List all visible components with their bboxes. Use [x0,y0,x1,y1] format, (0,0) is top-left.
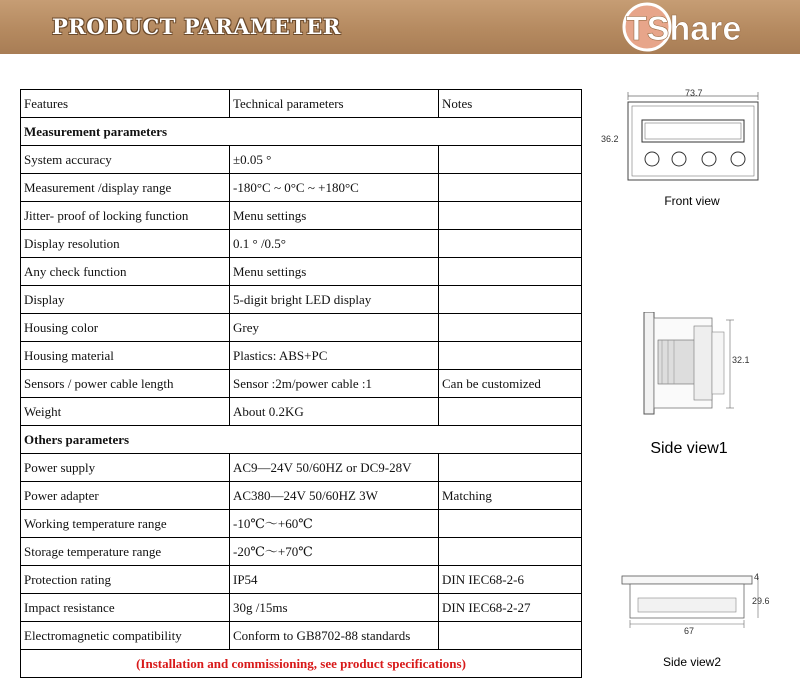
table-row [21,202,582,230]
cell-feature: Electromagnetic compatibility [21,622,230,650]
cell-feature: Weight [21,398,230,426]
cell-note [439,454,582,482]
cell-param: AC380—24V 50/60HZ 3W [230,482,439,510]
cell-feature: Impact resistance [21,594,230,622]
side-view-1-caption: Side view1 [650,440,728,457]
cell-param: Grey [230,314,439,342]
cell-param: 0.1 ° /0.5° [230,230,439,258]
cell-note [439,398,582,426]
cell-feature: System accuracy [21,146,230,174]
cell-feature: Storage temperature range [21,538,230,566]
cell-note [439,230,582,258]
tshare-logo [612,0,764,54]
front-view-height-label: 36.2 [601,134,619,144]
cell-param: AC9—24V 50/60HZ or DC9-28V [230,454,439,482]
cell-note [439,174,582,202]
cell-feature: Display resolution [21,230,230,258]
footer-row [21,650,582,678]
cell-feature: Display [21,286,230,314]
column-header-notes: Notes [439,90,582,118]
cell-param: -10℃～+60℃ [230,510,439,538]
cell-feature: Measurement /display range [21,174,230,202]
cell-note [439,510,582,538]
cell-note: DIN IEC68-2-27 [439,594,582,622]
table-row [21,370,582,398]
measurement-section-row [21,118,582,146]
cell-param: 5-digit bright LED display [230,286,439,314]
cell-note [439,314,582,342]
table-row [21,258,582,286]
cell-param: Conform to GB8702-88 standards [230,622,439,650]
side-view-2-height-label: 29.6 [752,596,770,606]
front-view-caption: Front view [664,194,720,208]
cell-note: Matching [439,482,582,510]
others-section-row [21,426,582,454]
cell-feature: Sensors / power cable length [21,370,230,398]
cell-note [439,622,582,650]
side-view-2-width-label: 67 [684,626,695,636]
table-row [21,510,582,538]
page-title: PRODUCT PARAMETER [52,14,341,39]
table-row [21,174,582,202]
table-row [21,398,582,426]
cell-param: Menu settings [230,202,439,230]
side-view-1-height-label: 32.1 [732,355,750,365]
front-view-width-label: 73.7 [685,88,703,98]
installation-note: (Installation and commissioning, see product specifications) [21,650,582,678]
column-header-technical-parameters: Technical parameters [230,90,439,118]
table-row [21,146,582,174]
cell-feature: Power supply [21,454,230,482]
cell-param: -180°C ~ 0°C ~ +180°C [230,174,439,202]
table-row [21,594,582,622]
cell-note [439,538,582,566]
cell-note [439,342,582,370]
cell-note [439,146,582,174]
cell-feature: Jitter- proof of locking function [21,202,230,230]
cell-feature: Power adapter [21,482,230,510]
parameter-table [20,89,582,678]
cell-note: DIN IEC68-2-6 [439,566,582,594]
table-row [21,538,582,566]
header-bar [0,0,800,54]
table-row [21,342,582,370]
cell-note [439,202,582,230]
cell-param: 30g /15ms [230,594,439,622]
side-view-2-drawing [620,568,770,638]
cell-feature: Any check function [21,258,230,286]
cell-feature: Working temperature range [21,510,230,538]
table-row [21,482,582,510]
table-header-row [21,90,582,118]
table-row [21,314,582,342]
front-view-drawing [618,88,766,184]
cell-param: Plastics: ABS+PC [230,342,439,370]
measurement-section-heading: Measurement parameters [21,118,582,146]
cell-feature: Housing color [21,314,230,342]
cell-param: Menu settings [230,258,439,286]
table-row [21,230,582,258]
cell-param: -20℃～+70℃ [230,538,439,566]
cell-note: Can be customized [439,370,582,398]
cell-param: ±0.05 ° [230,146,439,174]
table-row [21,566,582,594]
side-view-1-drawing [640,312,746,416]
cell-param: About 0.2KG [230,398,439,426]
cell-param: IP54 [230,566,439,594]
logo-text: TShare [626,10,742,48]
others-section-heading: Others parameters [21,426,582,454]
cell-feature: Housing material [21,342,230,370]
cell-feature: Protection rating [21,566,230,594]
table-row [21,454,582,482]
table-row [21,622,582,650]
cell-note [439,286,582,314]
cell-note [439,258,582,286]
column-header-features: Features [21,90,230,118]
side-view-2-caption: Side view2 [662,655,722,669]
cell-param: Sensor :2m/power cable :1 [230,370,439,398]
table-row [21,286,582,314]
side-view-2-top-label: 4 [754,572,760,582]
